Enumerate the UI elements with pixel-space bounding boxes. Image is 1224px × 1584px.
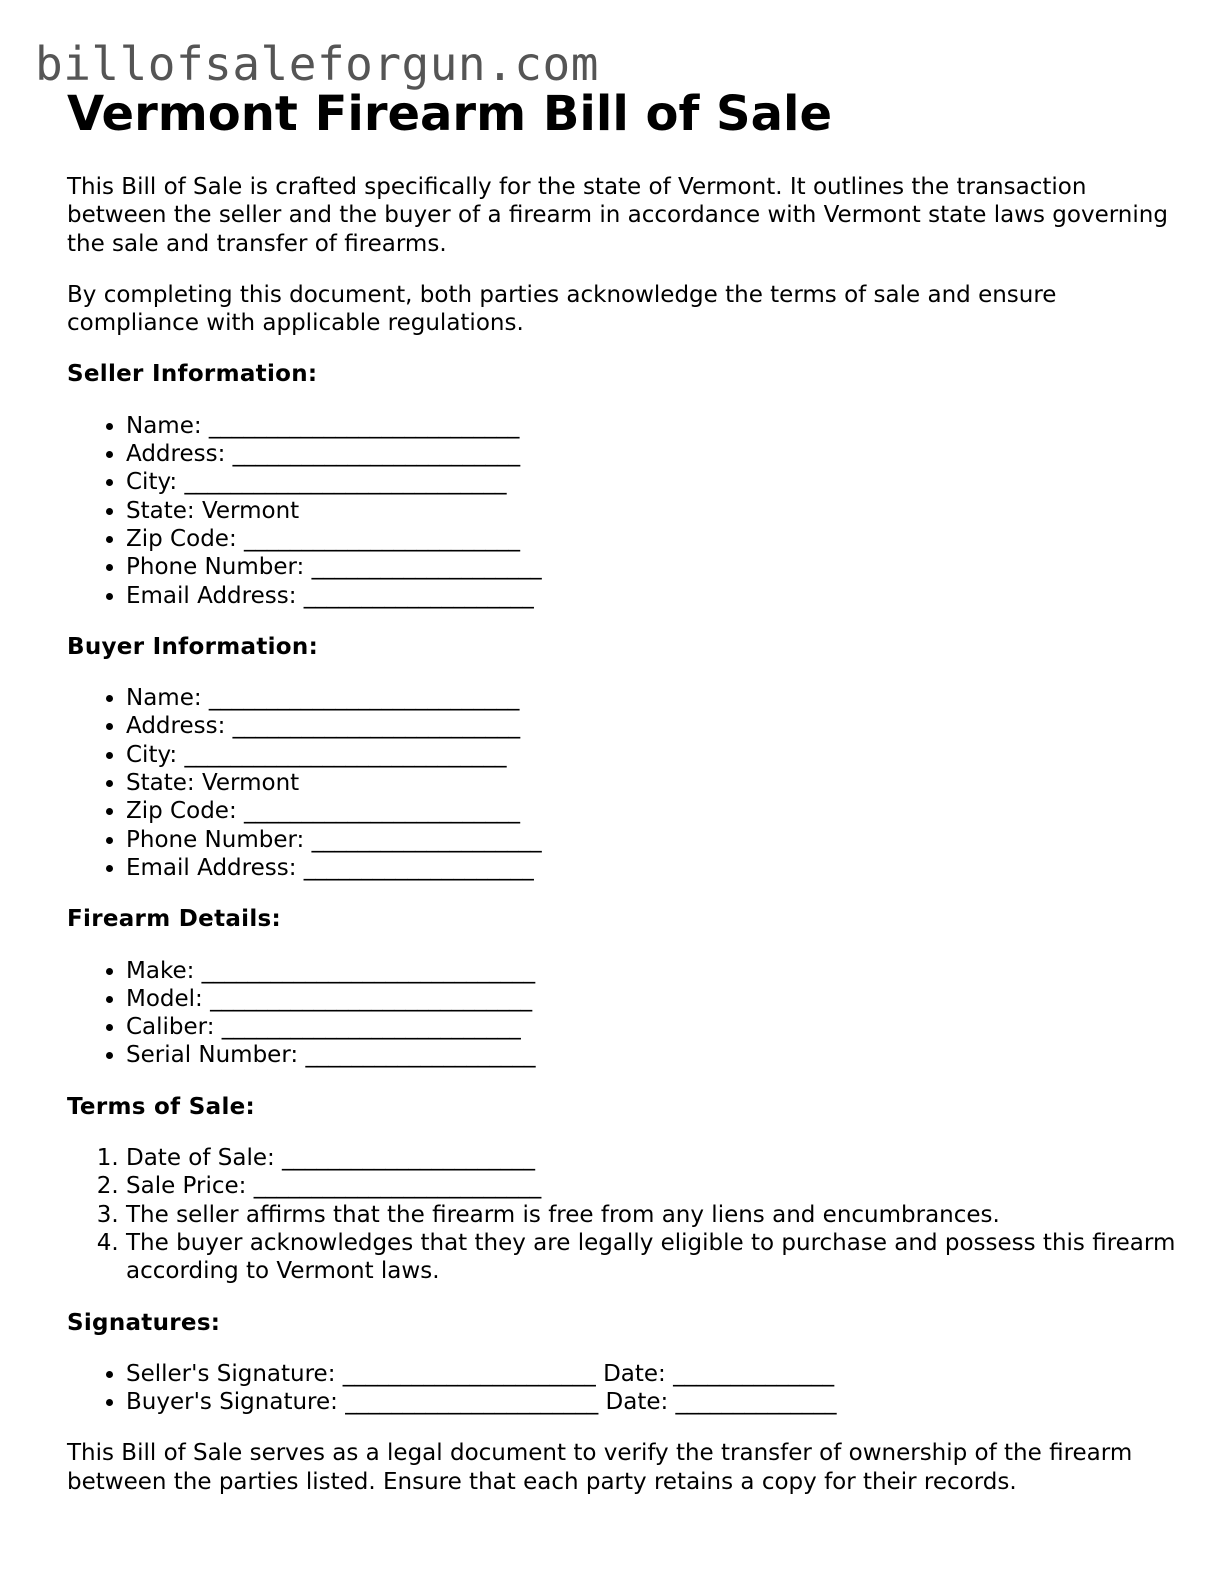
site-watermark: billofsaleforgun.com	[35, 37, 599, 91]
seller-email-field[interactable]: • Email Address: ____________________	[126, 582, 1177, 610]
terms-section-heading: Terms of Sale:	[67, 1093, 256, 1120]
seller-info-list	[67, 412, 1177, 610]
seller-zip-field[interactable]: • Zip Code: ________________________	[126, 525, 1177, 553]
sale-price-field[interactable]: 2. Sale Price: _________________________	[126, 1172, 1177, 1200]
firearm-make-field[interactable]: • Make: _____________________________	[126, 957, 1177, 985]
liens-term: 3. The seller affirms that the firearm is free from any liens and encumbrances.	[126, 1201, 1177, 1229]
seller-name-field[interactable]: • Name: ___________________________	[126, 412, 1177, 440]
closing-paragraph: This Bill of Sale serves as a legal document to verify the transfer of ownership of the firearm between the parties listed. Ensure that each party retains a copy for their records.	[67, 1440, 1133, 1495]
buyer-section-heading: Buyer Information:	[67, 633, 319, 660]
firearm-details-list	[67, 957, 1177, 1070]
terms-list	[67, 1144, 1177, 1285]
eligibility-term: 4. The buyer acknowledges that they are legally eligible to purchase and possess this firearm according to Vermont laws.	[126, 1229, 1177, 1286]
signatures-section-heading: Signatures:	[67, 1309, 221, 1336]
firearm-caliber-field[interactable]: • Caliber: __________________________	[126, 1013, 1177, 1041]
firearm-model-field[interactable]: • Model: ____________________________	[126, 985, 1177, 1013]
firearm-serial-field[interactable]: • Serial Number: ____________________	[126, 1041, 1177, 1069]
seller-phone-field[interactable]: • Phone Number: ____________________	[126, 553, 1177, 581]
buyer-address-field[interactable]: • Address: _________________________	[126, 712, 1177, 740]
seller-signature-field[interactable]: • Seller's Signature: ______________________ Date: ______________	[126, 1360, 1177, 1388]
signatures-list	[67, 1360, 1177, 1417]
document-body	[67, 84, 1177, 1496]
firearm-section-heading: Firearm Details:	[67, 906, 282, 933]
seller-city-field[interactable]: • City: ____________________________	[126, 468, 1177, 496]
buyer-info-list	[67, 684, 1177, 882]
buyer-name-field[interactable]: • Name: ___________________________	[126, 684, 1177, 712]
intro-paragraph-2: By completing this document, both parties acknowledge the terms of sale and ensure compliance with applicable regulations.	[67, 281, 1057, 337]
seller-address-field[interactable]: • Address: _________________________	[126, 440, 1177, 468]
buyer-phone-field[interactable]: • Phone Number: ____________________	[126, 826, 1177, 854]
buyer-signature-field[interactable]: • Buyer's Signature: ______________________ Date: ______________	[126, 1388, 1177, 1416]
sale-date-field[interactable]: 1. Date of Sale: ______________________	[126, 1144, 1177, 1172]
intro-paragraph-1: This Bill of Sale is crafted specifically for the state of Vermont. It outlines the transaction between the seller and the buyer of a firearm in accordance with Vermont state laws governing the sale and transfer of firearms.	[67, 174, 1168, 257]
buyer-zip-field[interactable]: • Zip Code: ________________________	[126, 797, 1177, 825]
buyer-city-field[interactable]: • City: ____________________________	[126, 741, 1177, 769]
document-title: Vermont Firearm Bill of Sale	[67, 86, 833, 142]
seller-section-heading: Seller Information:	[67, 361, 318, 388]
buyer-state-field: • State: Vermont	[126, 769, 1177, 797]
buyer-email-field[interactable]: • Email Address: ____________________	[126, 854, 1177, 882]
seller-state-field: • State: Vermont	[126, 497, 1177, 525]
